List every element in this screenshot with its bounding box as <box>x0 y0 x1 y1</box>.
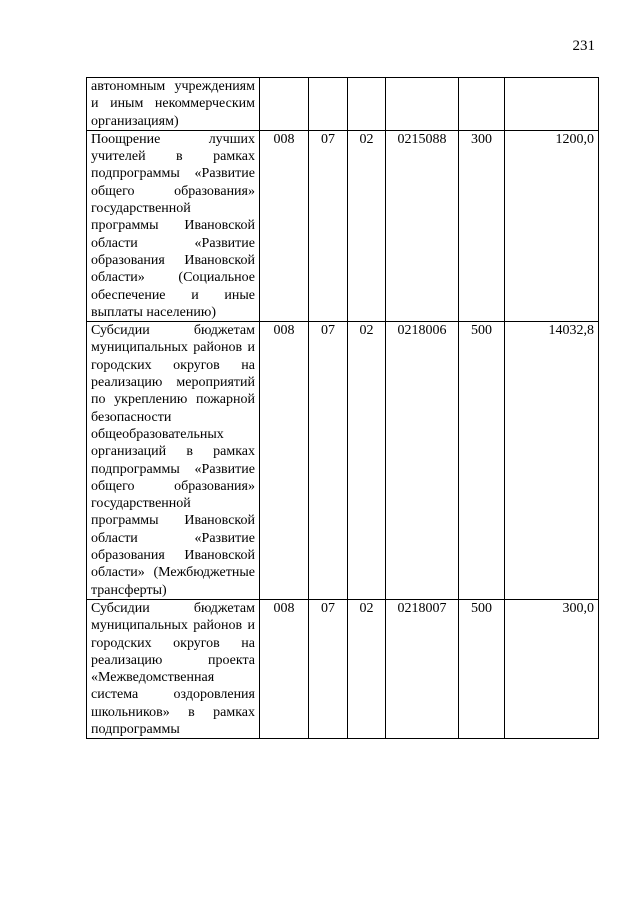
amount: 14032,8 <box>505 322 599 600</box>
table-row <box>87 130 599 321</box>
budget-table <box>86 77 599 739</box>
amount: 1200,0 <box>505 130 599 321</box>
subsection-code: 02 <box>348 599 386 738</box>
section-code <box>309 78 348 131</box>
table-row <box>87 599 599 738</box>
table-row <box>87 78 599 131</box>
ministry-code: 008 <box>260 322 309 600</box>
expense-description: автономным учреждениям и иным некоммерческим организациям) <box>87 78 260 131</box>
target-article-code: 0218006 <box>386 322 459 600</box>
section-code: 07 <box>309 130 348 321</box>
target-article-code: 0218007 <box>386 599 459 738</box>
table-body <box>87 78 599 739</box>
section-code: 07 <box>309 599 348 738</box>
expense-description: Субсидии бюджетам муниципальных районов и городских округов на реализацию мероприятий по укреплению пожарной безопасности общеобразовательных организаций в рамках подпрограммы «Развитие общего образования» государственной программы Ивановской области «Развитие образования Ивановской области» (Межбюджетные трансферты) <box>87 322 260 600</box>
expense-type-code: 300 <box>459 130 505 321</box>
target-article-code <box>386 78 459 131</box>
page-number: 231 <box>572 38 595 54</box>
subsection-code: 02 <box>348 322 386 600</box>
ministry-code: 008 <box>260 599 309 738</box>
target-article-code: 0215088 <box>386 130 459 321</box>
expense-type-code: 500 <box>459 599 505 738</box>
amount: 300,0 <box>505 599 599 738</box>
expense-description: Поощрение лучших учителей в рамках подпрограммы «Развитие общего образования» государственной программы Ивановской области «Развитие образования Ивановской области» (Социальное обеспечение и иные выплаты населению) <box>87 130 260 321</box>
ministry-code <box>260 78 309 131</box>
expense-type-code <box>459 78 505 131</box>
section-code: 07 <box>309 322 348 600</box>
subsection-code: 02 <box>348 130 386 321</box>
amount <box>505 78 599 131</box>
expense-type-code: 500 <box>459 322 505 600</box>
expense-description: Субсидии бюджетам муниципальных районов и городских округов на реализацию проекта «Межведомственная система оздоровления школьников» в рамках подпрограммы <box>87 599 260 738</box>
ministry-code: 008 <box>260 130 309 321</box>
subsection-code <box>348 78 386 131</box>
table-row <box>87 322 599 600</box>
